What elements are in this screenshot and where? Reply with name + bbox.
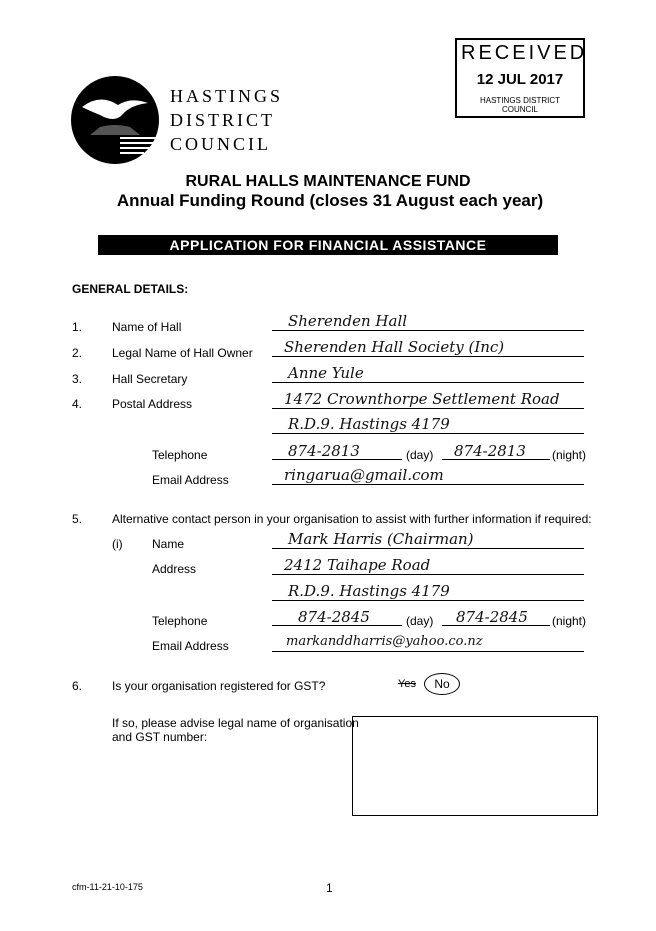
night-label: (night)	[552, 448, 587, 462]
alt-tel-day-line	[272, 625, 402, 626]
page-number: 1	[326, 881, 333, 895]
funding-round-title: Annual Funding Round (closes 31 August each year)	[116, 191, 544, 210]
org-name-line1: HASTINGS	[170, 86, 284, 106]
org-name-line2: DISTRICT	[170, 110, 275, 130]
alt-name-line	[272, 548, 584, 549]
alt-email-label: Email Address	[152, 639, 229, 653]
name-of-hall-field[interactable]: Sherenden Hall	[288, 312, 408, 330]
tel-day-line	[272, 459, 402, 460]
item-number-5: 5.	[72, 512, 83, 526]
legal-owner-label: Legal Name of Hall Owner	[112, 346, 253, 360]
email-label: Email Address	[152, 473, 229, 487]
telephone-label: Telephone	[152, 448, 208, 462]
alt-tel-day-field[interactable]: 874-2845	[298, 608, 370, 626]
alt-address-line2-field[interactable]: R.D.9. Hastings 4179	[288, 582, 450, 600]
alt-tel-night-line	[442, 625, 550, 626]
document-reference: cfm-11-21-10-175	[72, 882, 143, 892]
gst-if-so-line2: and GST number:	[112, 730, 208, 744]
gst-if-so-line1: If so, please advise legal name of organisation	[112, 716, 359, 730]
item-number-4: 4.	[72, 397, 83, 411]
gst-details-box[interactable]	[352, 716, 598, 816]
stamp-date: 12 JUL 2017	[476, 71, 564, 88]
secretary-field[interactable]: Anne Yule	[288, 364, 364, 382]
postal-line2-field[interactable]: R.D.9. Hastings 4179	[288, 415, 450, 433]
tel-night-field[interactable]: 874-2813	[454, 442, 526, 460]
alt-telephone-label: Telephone	[152, 614, 208, 628]
alt-name-label: Name	[152, 537, 185, 551]
name-of-hall-label: Name of Hall	[112, 320, 182, 334]
secretary-label: Hall Secretary	[112, 372, 188, 386]
item-number-3: 3.	[72, 372, 83, 386]
alt-name-field[interactable]: Mark Harris (Chairman)	[288, 530, 474, 548]
legal-owner-field[interactable]: Sherenden Hall Society (Inc)	[284, 338, 505, 356]
postal-label: Postal Address	[112, 397, 193, 411]
gst-yes-option[interactable]	[398, 678, 416, 690]
alt-address-line1-line	[272, 574, 584, 575]
alt-roman-numeral: (i)	[112, 537, 123, 551]
item-number-1: 1.	[72, 320, 83, 334]
bird-logo-icon	[70, 75, 160, 165]
application-banner: APPLICATION FOR FINANCIAL ASSISTANCE	[98, 235, 558, 255]
gst-no-option[interactable]	[424, 673, 460, 695]
fund-title: RURAL HALLS MAINTENANCE FUND	[185, 173, 471, 190]
alt-tel-night-field[interactable]: 874-2845	[456, 608, 528, 626]
day-label: (day)	[406, 448, 434, 462]
tel-day-field[interactable]: 874-2813	[288, 442, 360, 460]
alt-contact-intro: Alternative contact person in your organisation to assist with further information if required:	[112, 512, 592, 526]
alt-address-label: Address	[152, 562, 197, 576]
org-name-line3: COUNCIL	[170, 134, 271, 154]
gst-question: Is your organisation registered for GST?	[112, 679, 326, 693]
alt-email-line	[272, 651, 584, 652]
item-number-6: 6.	[72, 679, 83, 693]
alt-address-line1-field[interactable]: 2412 Taihape Road	[284, 556, 431, 574]
postal-line1-line	[272, 408, 584, 409]
postal-line1-field[interactable]: 1472 Crownthorpe Settlement Road	[284, 390, 560, 408]
name-of-hall-line	[272, 330, 584, 331]
org-name	[170, 84, 283, 156]
alt-night-label: (night)	[552, 614, 587, 628]
received-stamp	[455, 38, 588, 118]
legal-owner-line	[272, 356, 584, 357]
gst-no-text: No	[434, 677, 450, 691]
email-field[interactable]: ringarua@gmail.com	[284, 466, 444, 484]
email-line	[272, 484, 584, 485]
gst-yes-text: Yes	[398, 678, 416, 690]
alt-address-line2-line	[272, 600, 584, 601]
general-details-heading: GENERAL DETAILS:	[72, 282, 189, 296]
postal-line2-line	[272, 433, 584, 434]
tel-night-line	[442, 459, 550, 460]
stamp-received-text: RECEIVED	[461, 42, 588, 64]
stamp-org: HASTINGS DISTRICT COUNCIL	[479, 96, 560, 114]
secretary-line	[272, 382, 584, 383]
alt-day-label: (day)	[406, 614, 434, 628]
council-logo	[70, 75, 160, 165]
alt-email-field[interactable]: markanddharris@yahoo.co.nz	[286, 634, 483, 649]
item-number-2: 2.	[72, 346, 83, 360]
